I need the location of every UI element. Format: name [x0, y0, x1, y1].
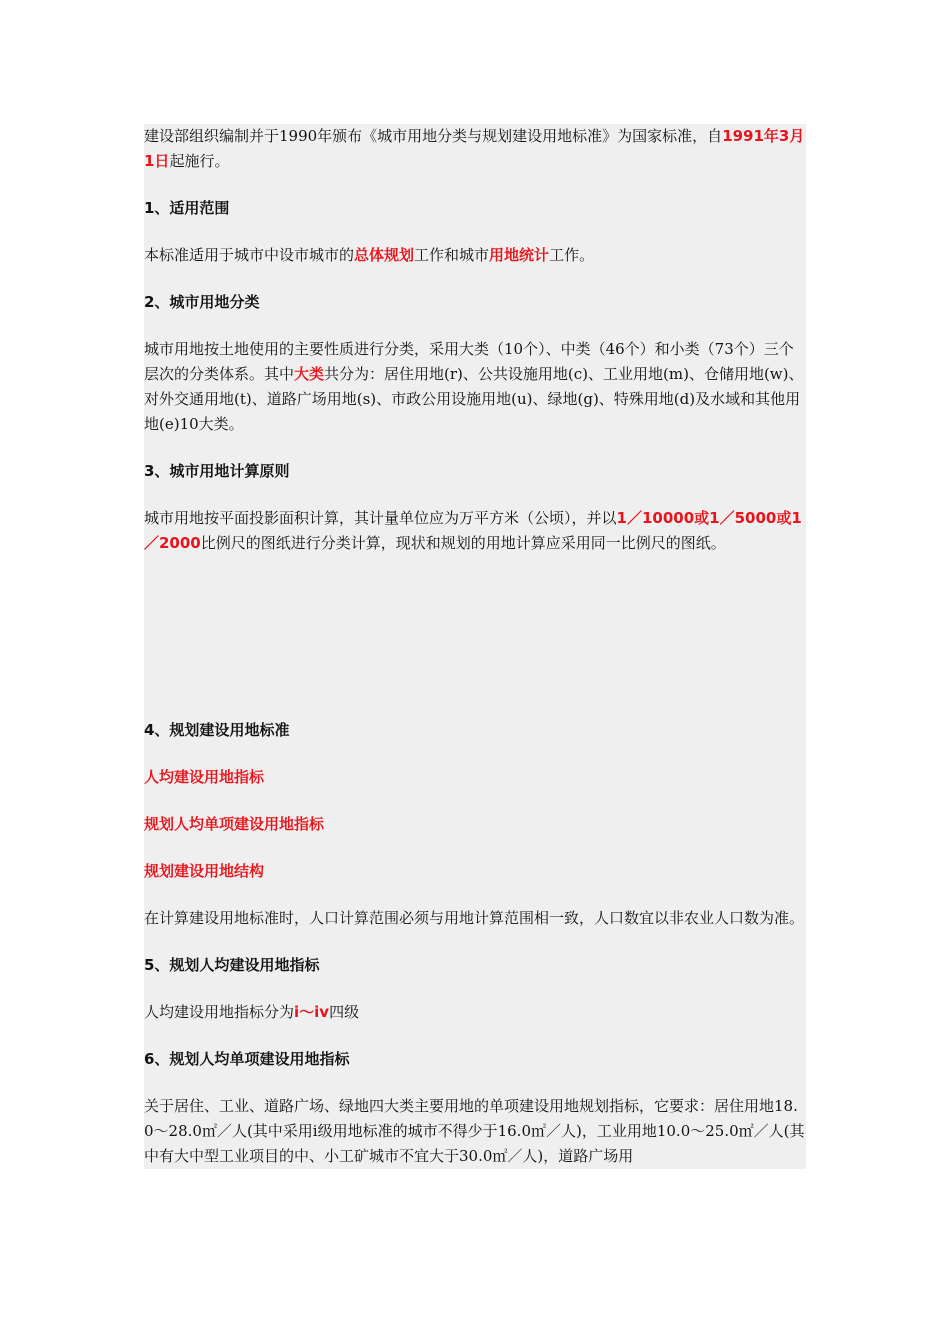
- text: 本标准适用于城市中设市城市的: [144, 246, 355, 264]
- document-body: [144, 124, 806, 1169]
- keyword-levels: i～iv: [294, 1003, 330, 1021]
- intro-text-end: 起施行。: [169, 152, 230, 170]
- text: 城市用地按平面投影面积计算，其计量单位应为万平方米（公顷），并以: [144, 509, 617, 527]
- section-2-paragraph: [144, 337, 806, 437]
- section-4-item: 规划人均单项建设用地指标: [144, 815, 325, 833]
- keyword-scales: 1／10000或1／5000或1／2000: [144, 509, 802, 552]
- text: 城市用地按土地使用的主要性质进行分类，采用大类（10个）、中类（46个）和小类（73个）三个层次的分类体系。其中: [144, 340, 794, 383]
- text: 工作。: [549, 246, 595, 264]
- section-6-paragraph: 关于居住、工业、道路广场、绿地四大类主要用地的单项建设用地规划指标，它要求：居住用地18.0～28.0㎡／人(其中采用i级用地标准的城市不得少于16.0㎡／人)，工业用地10.0～25.0㎡／人(其中有大中型工业项目的中、小工矿城市不宜大于30.0㎡／人)，道路广场用: [144, 1097, 805, 1165]
- text: 人均建设用地指标分为: [144, 1003, 295, 1021]
- text: 共分为：居住用地(r)、公共设施用地(c)、工业用地(m)、仓储用地(w)、对外交通用地(t)、道路广场用地(s)、市政公用设施用地(u)、绿地(g)、特殊用地(d)及水域和其他用地(e)10大类。: [144, 365, 804, 433]
- section-5-heading: 5、规划人均建设用地指标: [144, 956, 320, 974]
- section-3-heading: 3、城市用地计算原则: [144, 462, 290, 480]
- keyword-land-statistics: 用地统计: [489, 246, 550, 264]
- intro-text: 建设部组织编制并于1990年颁布《城市用地分类与规划建设用地标准》为国家标准，自: [144, 127, 723, 145]
- section-3-paragraph: [144, 506, 806, 556]
- section-6-heading: 6、规划人均单项建设用地指标: [144, 1050, 350, 1068]
- text: 工作和城市: [414, 246, 490, 264]
- keyword-major-category: 大类: [294, 365, 325, 383]
- intro-paragraph: [144, 124, 806, 174]
- section-4-item: 规划建设用地结构: [144, 862, 265, 880]
- section-4-heading: 4、规划建设用地标准: [144, 721, 290, 739]
- effective-date: 1991年3月1日: [144, 127, 805, 170]
- text: 四级: [329, 1003, 360, 1021]
- text: 比例尺的图纸进行分类计算，现状和规划的用地计算应采用同一比例尺的图纸。: [200, 534, 726, 552]
- section-1-paragraph: [144, 243, 806, 268]
- section-2-heading: 2、城市用地分类: [144, 293, 260, 311]
- section-1-heading: 1、适用范围: [144, 199, 230, 217]
- keyword-overall-planning: 总体规划: [354, 246, 415, 264]
- section-4-paragraph: 在计算建设用地标准时，人口计算范围必须与用地计算范围相一致，人口数宜以非农业人口数为准。: [144, 909, 805, 927]
- section-5-paragraph: [144, 1000, 806, 1025]
- section-4-item: 人均建设用地指标: [144, 768, 265, 786]
